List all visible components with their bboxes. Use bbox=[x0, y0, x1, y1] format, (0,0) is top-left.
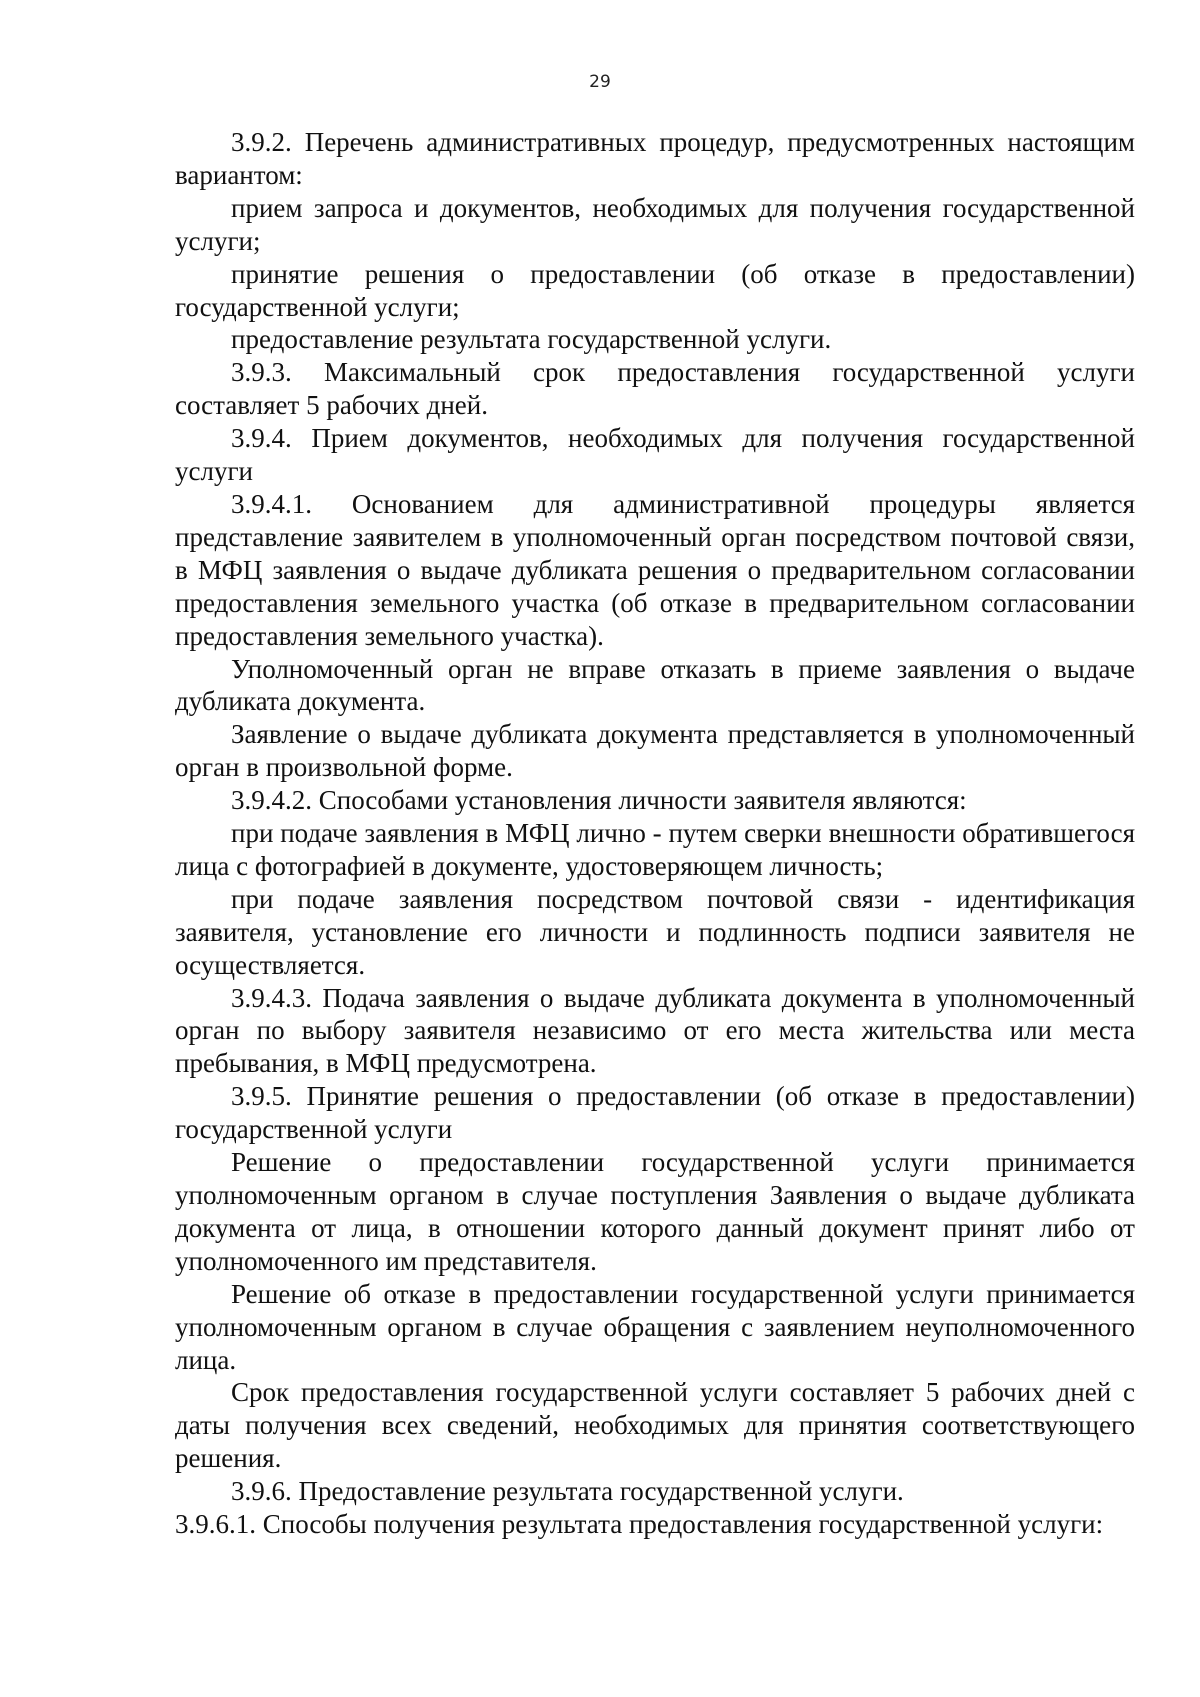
paragraph-3-9-6-1: 3.9.6.1. Способы получения результата предоставления государственной услуги: bbox=[175, 1509, 1104, 1540]
paragraph-decision-refused: Решение об отказе в предоставлении государственной услуги принимается уполномоченным органом в случае обращения с заявлением неуполномоченного лица. bbox=[175, 1278, 1135, 1375]
paragraph-decision-granted: Решение о предоставлении государственной услуги принимается уполномоченным органом в случае поступления Заявления о выдаче дубликата документа от лица, в отношении которого данный документ принят либо от уполномоченного им представителя. bbox=[175, 1147, 1135, 1276]
paragraph-3-9-3: 3.9.3. Максимальный срок предоставления государственной услуги составляет 5 рабочих дней. bbox=[175, 357, 1135, 421]
paragraph-3-9-4-3: 3.9.4.3. Подача заявления о выдаче дубликата документа в уполномоченный орган по выбору заявителя независимо от его места жительства или места пребывания, в МФЦ предусмотрена. bbox=[175, 982, 1135, 1079]
paragraph-3-9-4: 3.9.4. Прием документов, необходимых для получения государственной услуги bbox=[175, 423, 1135, 487]
paragraph-term: Срок предоставления государственной услуги составляет 5 рабочих дней с даты получения всех сведений, необходимых для принятия соответствующего решения. bbox=[175, 1377, 1135, 1474]
paragraph-3-9-4-1: 3.9.4.1. Основанием для административной процедуры является представление заявителем в уполномоченный орган посредством почтовой связи, в МФЦ заявления о выдаче дубликата решения о предварительном согласовании предоставления земельного участка (об отказе в предварительном согласовании предоставления земельного участка). bbox=[175, 488, 1135, 651]
list-item-in-person: при подаче заявления в МФЦ лично - путем сверки внешности обратившегося лица с фотографией в документе, удостоверяющем личность; bbox=[175, 818, 1135, 881]
list-item-provide-result: предоставление результата государственной услуги. bbox=[231, 324, 832, 355]
paragraph-3-9-6: 3.9.6. Предоставление результата государственной услуги. bbox=[231, 1476, 904, 1507]
list-item-decision: принятие решения о предоставлении (об отказе в предоставлении) государственной услуги; bbox=[175, 258, 1135, 322]
paragraph-no-refusal: Уполномоченный орган не вправе отказать в приеме заявления о выдаче дубликата документа. bbox=[175, 653, 1135, 717]
paragraph-3-9-4-2: 3.9.4.2. Способами установления личности заявителя являются: bbox=[231, 785, 967, 816]
list-item-by-mail: при подаче заявления посредством почтовой связи - идентификация заявителя, установление его личности и подлинность подписи заявителя не осуществляется. bbox=[175, 883, 1135, 980]
paragraph-free-form: Заявление о выдаче дубликата документа представляется в уполномоченный орган в произвольной форме. bbox=[175, 719, 1135, 783]
document-body bbox=[175, 126, 1135, 1541]
paragraph-3-9-2: 3.9.2. Перечень административных процедур, предусмотренных настоящим вариантом: bbox=[175, 127, 1135, 190]
paragraph-3-9-5: 3.9.5. Принятие решения о предоставлении (об отказе в предоставлении) государственной услуги bbox=[175, 1081, 1135, 1145]
list-item-receive-request: прием запроса и документов, необходимых для получения государственной услуги; bbox=[175, 192, 1135, 256]
page-number: 29 bbox=[589, 72, 611, 92]
